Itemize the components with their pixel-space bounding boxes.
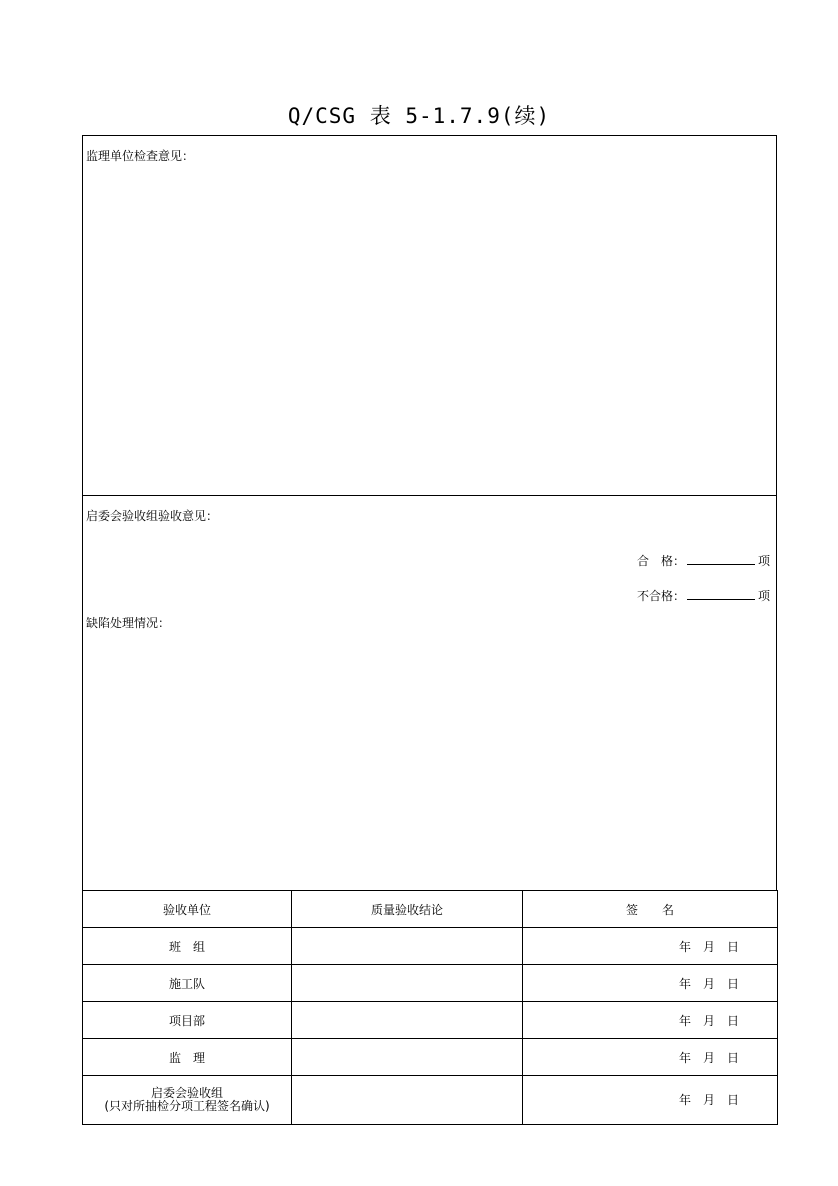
- header-signature: 签 名: [523, 891, 778, 928]
- unit-cell: 班 组: [83, 928, 292, 965]
- table-row: [83, 928, 778, 965]
- signature-date-cell[interactable]: 年 月 日: [523, 928, 778, 965]
- unqualified-row: [637, 587, 770, 604]
- qualified-unit: 项: [757, 554, 770, 568]
- form-title: Q/CSG 表 5-1.7.9(续): [287, 104, 551, 128]
- signature-table: [82, 890, 778, 1125]
- table-header-row: [83, 891, 778, 928]
- table-row: [83, 1076, 778, 1125]
- conclusion-cell[interactable]: [292, 1076, 523, 1125]
- unit-cell: 施工队: [83, 965, 292, 1002]
- unit-note: (只对所抽检分项工程签名确认): [104, 1099, 270, 1113]
- qualified-count-field[interactable]: [687, 553, 755, 565]
- unit-cell-committee: [83, 1076, 292, 1125]
- table-row: [83, 965, 778, 1002]
- supervision-opinion-label: 监理单位检查意见：: [86, 149, 195, 163]
- unqualified-label: 不合格：: [636, 589, 685, 603]
- unqualified-count-field[interactable]: [687, 588, 755, 600]
- conclusion-cell[interactable]: [292, 965, 523, 1002]
- qualified-row: [637, 552, 770, 569]
- conclusion-cell[interactable]: [292, 1002, 523, 1039]
- unit-cell: 监 理: [83, 1039, 292, 1076]
- defect-handling-label: 缺陷处理情况：: [86, 616, 171, 630]
- conclusion-cell[interactable]: [292, 928, 523, 965]
- acceptance-opinion-label: 启委会验收组验收意见：: [86, 509, 219, 523]
- unit-cell: 项目部: [83, 1002, 292, 1039]
- signature-date-cell[interactable]: 年 月 日: [523, 1002, 778, 1039]
- unqualified-unit: 项: [757, 589, 770, 603]
- signature-date-cell[interactable]: 年 月 日: [523, 1039, 778, 1076]
- table-row: [83, 1039, 778, 1076]
- header-unit: 验收单位: [83, 891, 292, 928]
- signature-date-cell[interactable]: 年 月 日: [523, 1076, 778, 1125]
- qualified-label: 合 格：: [636, 554, 685, 568]
- header-conclusion: 质量验收结论: [292, 891, 523, 928]
- acceptance-opinion-section: [82, 495, 777, 891]
- supervision-opinion-section: [82, 135, 777, 496]
- signature-date-cell[interactable]: 年 月 日: [523, 965, 778, 1002]
- conclusion-cell[interactable]: [292, 1039, 523, 1076]
- unit-name: 启委会验收组: [150, 1086, 223, 1100]
- table-row: [83, 1002, 778, 1039]
